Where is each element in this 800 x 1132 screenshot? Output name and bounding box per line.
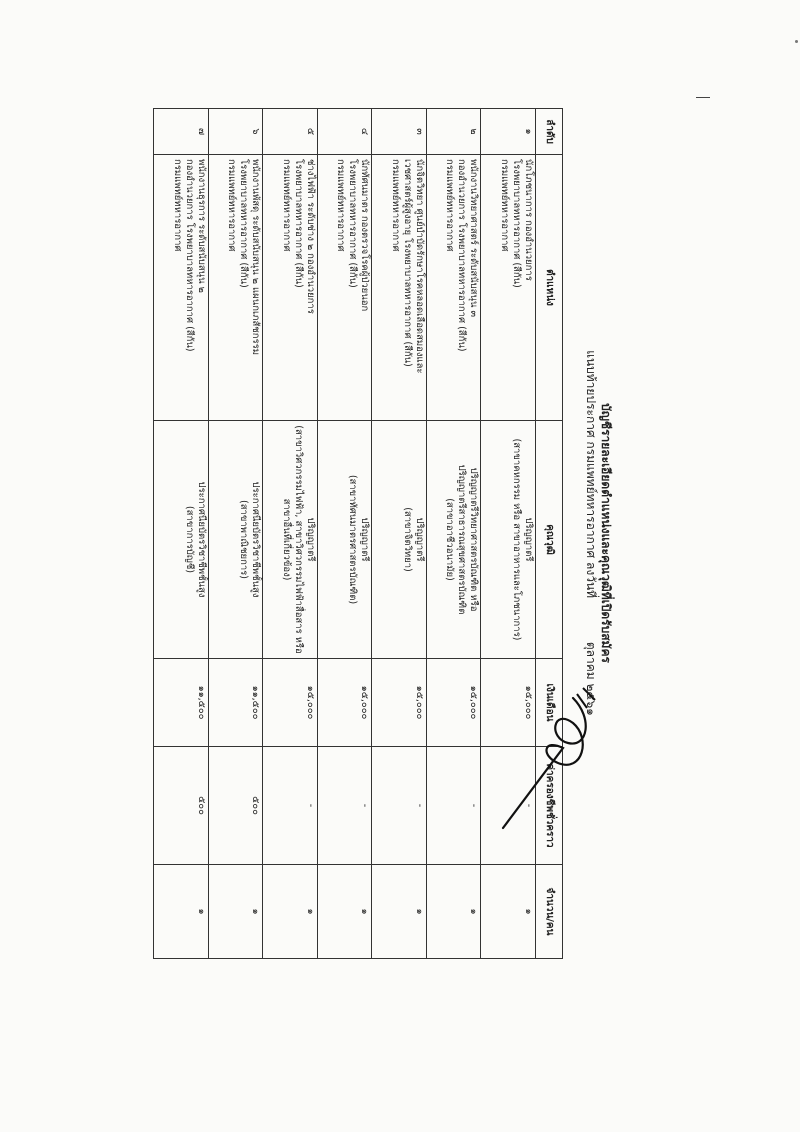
qualification-line: (สาขาวิศวกรรมไฟฟ้า, สาขาวิศวกรรมไฟฟ้าสื่อสาร หรือสาขาอื่นที่เกี่ยวข้อง) xyxy=(280,425,304,654)
qualification-line: ประกาศนียบัตรวิชาชีพชั้นสูง xyxy=(195,481,207,598)
row-allowance: - xyxy=(372,747,427,865)
qualification-line: (สาขาทัศนมาตรศาสตรบัณฑิต) xyxy=(347,474,359,605)
subtitle-text: แนบท้ายประกาศ กรมแพทย์ทหารอากาศ ลงวันที่ xyxy=(584,350,598,599)
row-salary: ๑๕,๐๐๐ xyxy=(372,659,427,747)
table-row xyxy=(317,109,372,959)
row-position xyxy=(481,155,536,421)
position-line: พนักงานวิทยาศาสตร์ ระดับสนับสนุน ๓ xyxy=(468,159,480,317)
qualification-line: ปริญญาตรีวิทยาศาสตรบัณฑิต หรือ xyxy=(468,467,480,612)
row-salary: ๑๕,๐๐๐ xyxy=(481,659,536,747)
row-allowance: - xyxy=(481,747,536,865)
position-line: โรงพยาบาลทหารอากาศ (สีกัน) xyxy=(347,159,359,288)
row-position xyxy=(154,155,209,421)
row-number: ๖ xyxy=(208,109,263,155)
row-salary: ๑๑,๕๐๐ xyxy=(154,659,209,747)
document-title: บัญชีรายละเอียดตำแหน่งและคุณวุฒิที่เปิดรับสมัคร xyxy=(599,403,613,663)
row-qualification xyxy=(154,421,209,659)
row-position xyxy=(208,155,263,421)
row-position xyxy=(426,155,481,421)
row-qualification xyxy=(263,421,318,659)
position-line: โรงพยาบาลทหารอากาศ (สีกัน) xyxy=(292,159,304,288)
row-number: ๕ xyxy=(263,109,318,155)
row-count: ๑ xyxy=(426,865,481,959)
row-qualification xyxy=(481,421,536,659)
table-row xyxy=(154,109,209,959)
row-count: ๑ xyxy=(317,865,372,959)
row-qualification xyxy=(208,421,263,659)
position-line: กรมแพทย์ทหารอากาศ xyxy=(171,159,183,252)
qualification-line: ปริญญาตรี xyxy=(523,517,534,562)
position-line: พนักงานพัสดุ ระดับสนับสนุน ๒ แผนกเภสัชกรรม xyxy=(250,159,262,355)
qualification-line: (สาขาอาชีวอนามัย) xyxy=(444,498,456,581)
row-allowance: - xyxy=(317,747,372,865)
row-count: ๑ xyxy=(154,865,209,959)
position-line: กองอำนวยการ โรงพยาบาลทหารอากาศ (สีกัน) xyxy=(183,159,195,352)
row-count: ๑ xyxy=(263,865,318,959)
row-salary: ๑๕,๐๐๐ xyxy=(317,659,372,747)
document-date: ตุลาคม ๒๕๖๑ xyxy=(584,641,598,716)
table-row xyxy=(372,109,427,959)
row-number: ๗ xyxy=(154,109,209,155)
row-position xyxy=(317,155,372,421)
position-line: กรมแพทย์ทหารอากาศ xyxy=(389,159,401,252)
position-line: กรมแพทย์ทหารอากาศ xyxy=(444,159,456,252)
row-number: ๑ xyxy=(481,109,536,155)
position-line: กรมแพทย์ทหารอากาศ xyxy=(499,159,510,252)
row-salary: ๑๑,๕๐๐ xyxy=(208,659,263,747)
position-line: โรงพยาบาลทหารอากาศ (สีกัน) xyxy=(511,159,522,288)
qualification-line: ปริญญาตรี xyxy=(413,517,425,562)
row-qualification xyxy=(426,421,481,659)
row-count: ๑ xyxy=(372,865,427,959)
row-allowance: - xyxy=(426,747,481,865)
qualification-line: ประกาศนียบัตรวิชาชีพชั้นสูง xyxy=(250,481,262,598)
header-count: จำนวน/คน xyxy=(536,865,563,959)
qualification-line: (สาขาการบัญชี) xyxy=(183,505,195,574)
position-line: นักโภชนาการ กองอำนวยการ xyxy=(523,159,534,281)
qualification-line: ปริญญาตรีสาธารณสุขศาสตรบัณฑิต xyxy=(456,464,468,615)
row-allowance: ๕๐๐ xyxy=(154,747,209,865)
header-position: ตำแหน่ง xyxy=(536,155,563,421)
row-count: ๑ xyxy=(481,865,536,959)
table-row xyxy=(263,109,318,959)
position-line: นักจิตวิทยา ศูนย์บำบัดรักษาโรคหลอดเลือดสมองและ xyxy=(413,159,425,374)
position-line: เวชศาสตร์ผู้สูงอายุ โรงพยาบาลทหารอากาศ (สีกัน) xyxy=(401,159,413,367)
qualification-line: (สาขาคหกรรม หรือ สาขาอาหารและโภชนาการ) xyxy=(511,438,522,641)
position-line: กองอำนวยการ โรงพยาบาลทหารอากาศ (สีกัน) xyxy=(456,159,468,352)
document-subtitle xyxy=(583,108,598,958)
qualification-line: ปริญญาตรี xyxy=(304,517,316,562)
row-position xyxy=(263,155,318,421)
scan-speck xyxy=(795,40,798,43)
position-line: กรมแพทย์ทหารอากาศ xyxy=(226,159,238,252)
document-heading xyxy=(563,108,613,958)
position-line: ช่างไฟฟ้า ระดับช่าง ๒ กองอำนวยการ xyxy=(304,159,316,314)
row-salary: ๑๕,๐๐๐ xyxy=(426,659,481,747)
table-header-row xyxy=(536,109,563,959)
header-qualification: คุณวุฒิ xyxy=(536,421,563,659)
qualification-line: (สาขาจิตวิทยา) xyxy=(401,507,413,572)
position-line: โรงพยาบาลทหารอากาศ (สีกัน) xyxy=(238,159,250,288)
rotated-document-sheet xyxy=(153,108,613,958)
header-salary: เงินเดือน xyxy=(536,659,563,747)
row-position xyxy=(372,155,427,421)
row-qualification xyxy=(372,421,427,659)
table-row xyxy=(481,109,536,959)
positions-table xyxy=(153,108,563,959)
qualification-line: ปริญญาตรี xyxy=(359,517,371,562)
qualification-line: (สาขาพาณิชยการ) xyxy=(238,500,250,579)
row-number: ๔ xyxy=(317,109,372,155)
row-count: ๑ xyxy=(208,865,263,959)
header-no: ลำดับ xyxy=(536,109,563,155)
row-allowance: - xyxy=(263,747,318,865)
header-allowance: ค่าครองชีพชั่วคราว xyxy=(536,747,563,865)
row-number: ๓ xyxy=(372,109,427,155)
position-line: กรมแพทย์ทหารอากาศ xyxy=(280,159,292,252)
row-salary: ๑๕,๐๐๐ xyxy=(263,659,318,747)
row-number: ๒ xyxy=(426,109,481,155)
row-qualification xyxy=(317,421,372,659)
table-row xyxy=(208,109,263,959)
position-line: พนักงานธุรการ ระดับสนับสนุน ๒ xyxy=(195,159,207,293)
table-row xyxy=(426,109,481,959)
row-allowance: ๕๐๐ xyxy=(208,747,263,865)
position-line: นักทัศนมาตร กองตรวจโรคผู้ป่วยนอก xyxy=(359,159,371,312)
scan-mark xyxy=(696,97,710,98)
position-line: กรมแพทย์ทหารอากาศ xyxy=(335,159,347,252)
